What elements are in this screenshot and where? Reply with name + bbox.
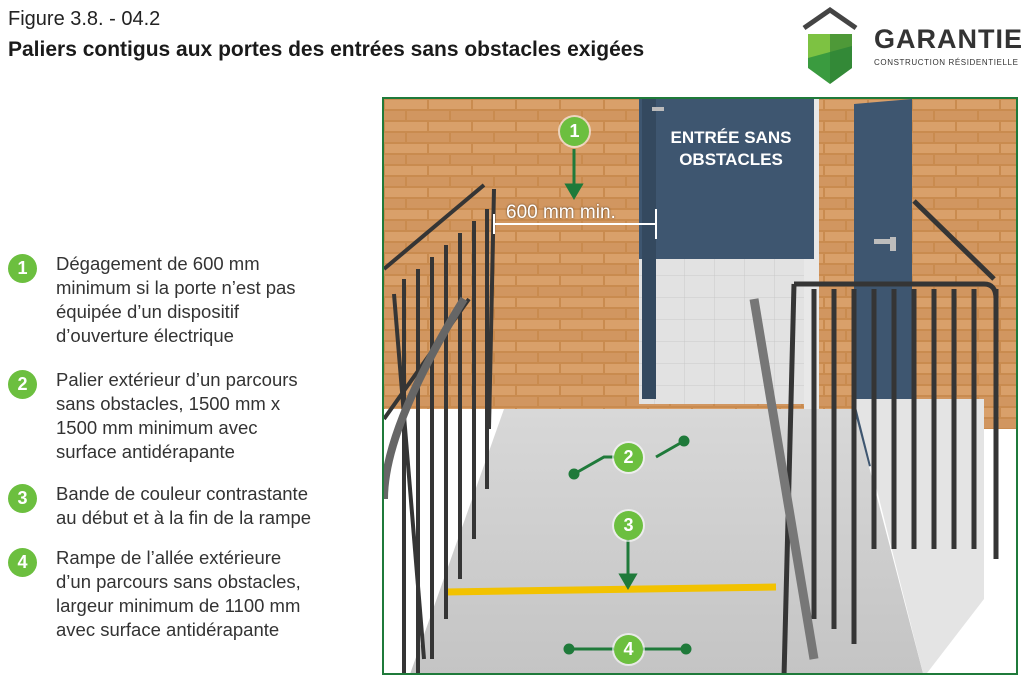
legend-number: 2 (8, 370, 37, 399)
figure-title: Paliers contigus aux portes des entrées sans obstacles exigées (8, 38, 645, 61)
garantie-logo (800, 6, 1023, 86)
entrance-illustration (382, 97, 1018, 675)
legend-text: Palier extérieur d’un parcours sans obstacles, 1500 mm x 1500 mm minimum avec surface antidérapante (56, 369, 298, 462)
marker-3: 3 (614, 511, 643, 540)
marker-4: 4 (614, 635, 643, 664)
legend-text: Rampe de l’allée extérieure d’un parcours sans obstacles, largeur minimum de 1100 mm avec surface antidérapante (56, 547, 301, 640)
brick-wall-right (904, 99, 1018, 429)
figure-number: Figure 3.8. - 04.2 (8, 8, 161, 30)
marker-2: 2 (614, 443, 643, 472)
door-label: ENTRÉE SANS OBSTACLES (670, 128, 792, 169)
marker-1: 1 (560, 117, 589, 146)
logo-wordmark: GARANTIE (874, 24, 1023, 54)
legend-number: 3 (8, 484, 37, 513)
logo-subtitle: CONSTRUCTION RÉSIDENTIELLE (874, 58, 1019, 67)
scene-drawing (384, 99, 1018, 675)
contrast-stripe (446, 587, 776, 592)
door-frame (642, 99, 656, 399)
legend-number: 1 (8, 254, 37, 283)
legend-number: 4 (8, 548, 37, 577)
legend-text: Bande de couleur contrastante au début et à la fin de la rampe (56, 483, 312, 528)
dimension-label: 600 mm min. (506, 202, 616, 223)
house-shield-icon (800, 6, 864, 86)
legend-text: Dégagement de 600 mm minimum si la porte n’est pas équipée d’un dispositif d’ouverture électrique (56, 253, 296, 346)
door-interior (639, 99, 814, 259)
